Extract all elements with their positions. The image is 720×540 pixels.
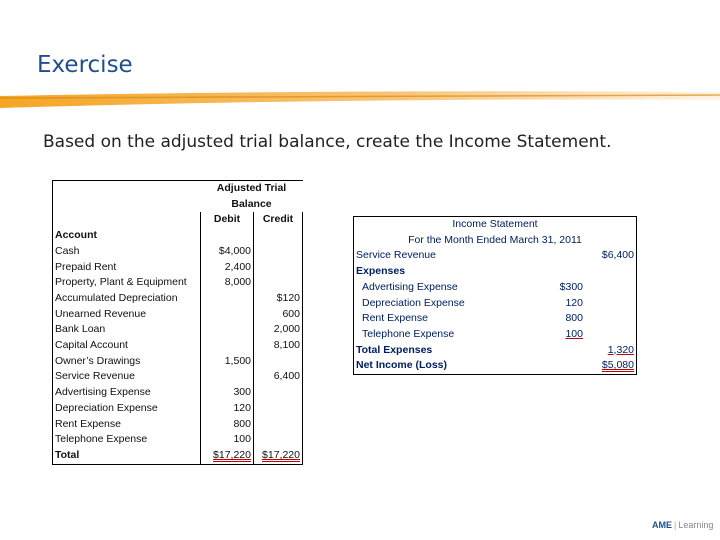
total-label: Total: [53, 448, 201, 464]
credit-value: [254, 354, 303, 370]
account-name: Service Revenue: [53, 369, 201, 385]
credit-value: $120: [254, 291, 303, 307]
expense-value: 120: [565, 296, 583, 309]
net-income-value: $5,080: [585, 358, 637, 374]
debit-value: 8,000: [201, 275, 254, 291]
account-name: Owner’s Drawings: [53, 354, 201, 370]
expense-label: Telephone Expense: [354, 327, 548, 343]
credit-value: [254, 401, 303, 417]
expense-label: Depreciation Expense: [354, 296, 548, 312]
logo-brand: AME: [652, 520, 672, 530]
account-name: Capital Account: [53, 338, 201, 354]
credit-value: 2,000: [254, 322, 303, 338]
debit-value: [201, 291, 254, 307]
table-row: [53, 338, 303, 354]
table-row: [53, 354, 303, 370]
debit-value: 2,400: [201, 260, 254, 276]
debit-value: [201, 338, 254, 354]
net-income-row: [354, 358, 637, 374]
credit-value: 8,100: [254, 338, 303, 354]
expense-row: [354, 296, 637, 312]
account-name: Depreciation Expense: [53, 401, 201, 417]
credit-value: [254, 385, 303, 401]
total-expenses-row: [354, 343, 637, 359]
debit-value: $4,000: [201, 244, 254, 260]
total-row: [53, 448, 303, 464]
total-credit: $17,220: [254, 448, 303, 464]
table-row: [53, 322, 303, 338]
table-row: [53, 307, 303, 323]
service-revenue-label: Service Revenue: [354, 248, 548, 264]
trial-column-header-row: [53, 212, 303, 228]
account-name: Rent Expense: [53, 417, 201, 433]
debit-value: 300: [201, 385, 254, 401]
expense-row: [354, 327, 637, 343]
table-row: [53, 291, 303, 307]
debit-value: 100: [201, 432, 254, 448]
table-row: [53, 417, 303, 433]
account-name: Cash: [53, 244, 201, 260]
account-header-row: [53, 228, 303, 244]
expenses-label: Expenses: [354, 264, 548, 280]
income-statement-table: [353, 216, 637, 375]
account-name: Accumulated Depreciation: [53, 291, 201, 307]
title-underline-swoosh: [0, 86, 720, 114]
credit-value: 600: [254, 307, 303, 323]
account-name: Prepaid Rent: [53, 260, 201, 276]
expense-row: [354, 280, 637, 296]
credit-header: Credit: [254, 212, 303, 228]
table-row: [53, 432, 303, 448]
debit-value: 1,500: [201, 354, 254, 370]
credit-value: [254, 260, 303, 276]
income-statement-title: Income Statement: [354, 217, 637, 233]
service-revenue-row: [354, 248, 637, 264]
instruction-text: Based on the adjusted trial balance, create the Income Statement.: [43, 132, 612, 152]
total-debit: $17,220: [201, 448, 254, 464]
credit-value: [254, 432, 303, 448]
account-name: Unearned Revenue: [53, 307, 201, 323]
trial-header-row-2: [53, 197, 303, 213]
trial-header-title-1: Adjusted Trial: [201, 181, 303, 197]
income-statement-period: For the Month Ended March 31, 2011: [354, 233, 637, 249]
debit-value: [201, 369, 254, 385]
expense-value: $300: [559, 280, 583, 293]
trial-header-row-1: [53, 181, 303, 197]
logo-sub: Learning: [678, 520, 714, 530]
credit-value: [254, 275, 303, 291]
ame-learning-logo: [652, 520, 713, 530]
expense-value: 800: [565, 312, 583, 325]
debit-value: 800: [201, 417, 254, 433]
net-income-label: Net Income (Loss): [354, 358, 548, 374]
account-name: Telephone Expense: [53, 432, 201, 448]
income-period-row: [354, 233, 637, 249]
expense-label: Advertising Expense: [354, 280, 548, 296]
table-row: [53, 244, 303, 260]
expense-row: [354, 311, 637, 327]
service-revenue-value: $6,400: [585, 248, 637, 264]
account-name: Advertising Expense: [53, 385, 201, 401]
account-name: Property, Plant & Equipment: [53, 275, 201, 291]
expenses-header-row: [354, 264, 637, 280]
debit-value: [201, 307, 254, 323]
table-row: [53, 385, 303, 401]
account-name: Bank Loan: [53, 322, 201, 338]
account-header: Account: [53, 228, 201, 244]
debit-value: [201, 322, 254, 338]
income-title-row: [354, 217, 637, 233]
total-expenses-label: Total Expenses: [354, 343, 548, 359]
credit-value: [254, 244, 303, 260]
debit-value: 120: [201, 401, 254, 417]
slide-title: Exercise: [37, 52, 133, 78]
total-expenses-value: 1,320: [585, 343, 637, 359]
credit-value: 6,400: [254, 369, 303, 385]
expense-value: 100: [565, 327, 583, 340]
logo-separator: |: [674, 520, 677, 530]
debit-header: Debit: [201, 212, 254, 228]
table-row: [53, 275, 303, 291]
expense-label: Rent Expense: [354, 311, 548, 327]
credit-value: [254, 417, 303, 433]
table-row: [53, 260, 303, 276]
table-row: [53, 401, 303, 417]
trial-header-title-2: Balance: [231, 197, 272, 210]
trial-balance-table: [52, 180, 303, 465]
table-row: [53, 369, 303, 385]
